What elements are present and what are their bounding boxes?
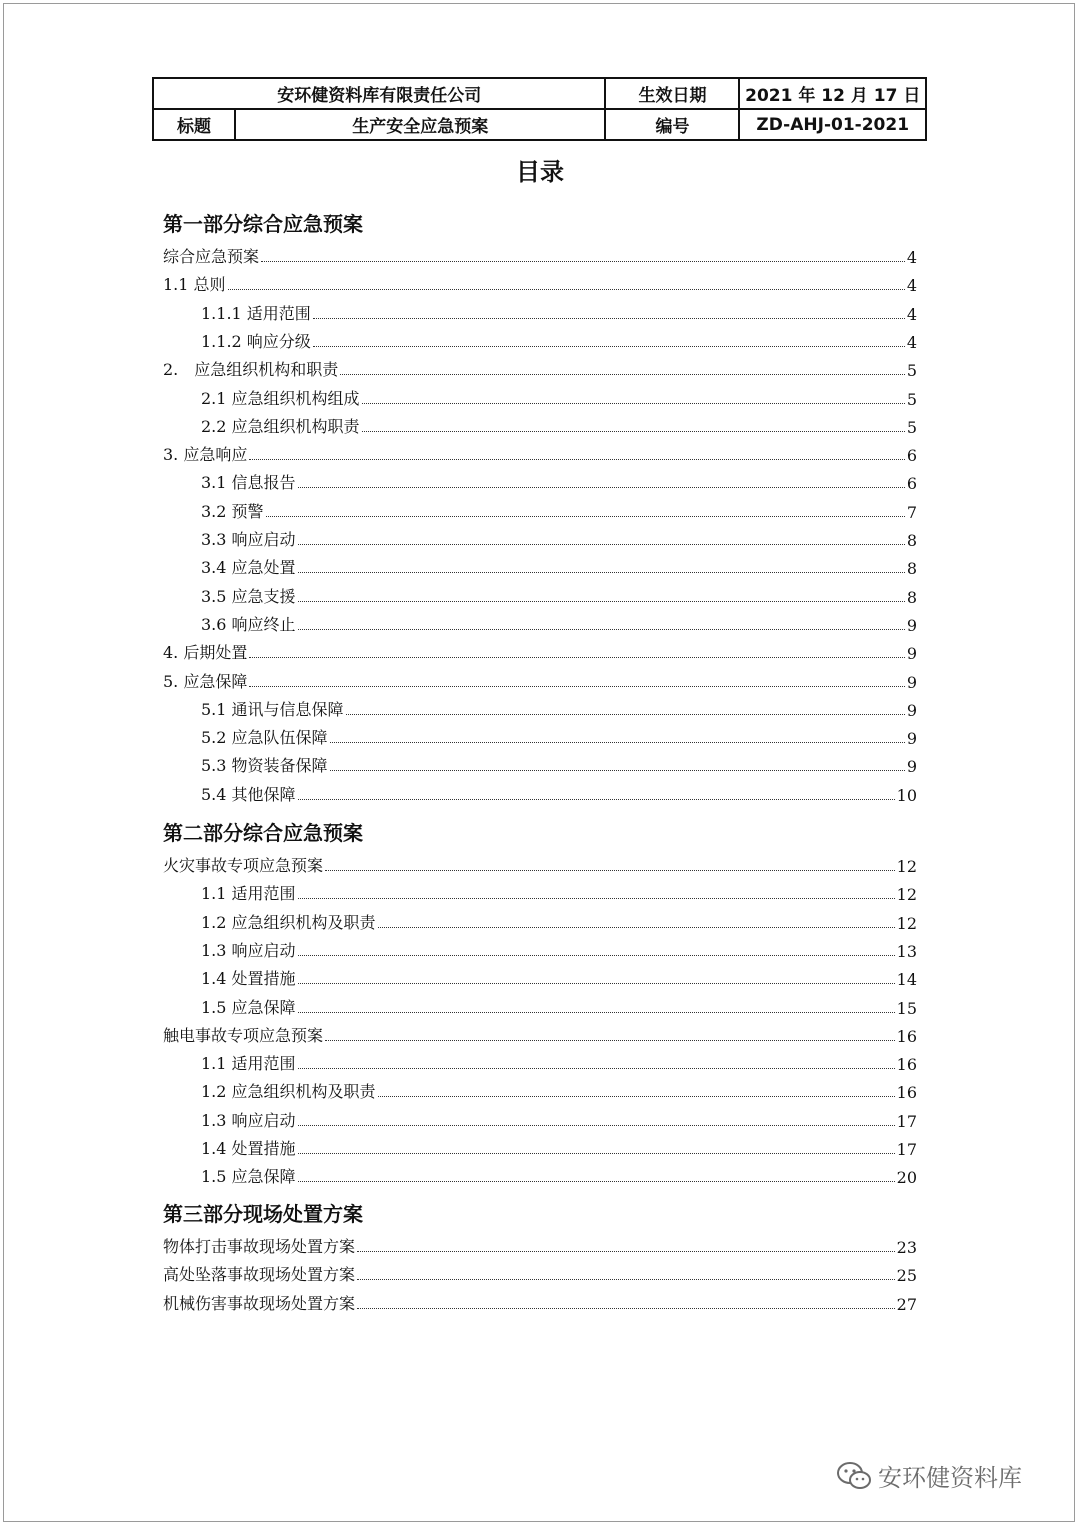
toc-entry-label: 5.2 应急队伍保障 [201,728,328,748]
toc-entry-page-number: 4 [906,304,917,324]
dot-leader [249,686,904,687]
toc-entry[interactable] [201,939,917,961]
dot-leader [298,1012,895,1013]
toc-entry-label: 2. 应急组织机构和职责 [163,360,339,380]
effective-date-label: 生效日期 [605,78,739,109]
toc-entry-page-number: 16 [896,1026,917,1046]
toc-entry-page-number: 9 [906,672,917,692]
dot-leader [298,955,895,956]
toc-entry-label: 3.6 响应终止 [201,614,296,634]
dot-leader [298,799,895,800]
toc-entry-page-number: 17 [896,1111,917,1131]
dot-leader [313,318,905,319]
toc-entry-page-number: 9 [906,700,917,720]
toc-entry-label: 5.1 通讯与信息保障 [201,699,344,719]
dot-leader [249,657,904,658]
toc-entry[interactable] [163,245,917,267]
toc-entry-label: 1.1 适用范围 [201,884,296,904]
toc-entry[interactable] [201,967,917,989]
toc-entry-page-number: 5 [906,389,917,409]
toc-entry[interactable] [163,1263,917,1285]
toc-entry-label: 4. 后期处置 [163,643,248,663]
part-heading: 第一部分综合应急预案 [163,212,363,236]
title-value: 生产安全应急预案 [235,109,605,140]
toc-entry[interactable] [163,443,917,465]
dot-leader [249,459,904,460]
dot-leader [378,927,895,928]
toc-entry[interactable] [201,1109,917,1131]
toc-entry-page-number: 10 [896,785,917,805]
toc-entry-label: 触电事故专项应急预案 [163,1025,324,1045]
dot-leader [357,1251,895,1252]
toc-entry-page-number: 8 [906,531,917,550]
number-label: 编号 [605,109,739,140]
dot-leader [325,1040,895,1041]
toc-entry[interactable] [163,358,917,380]
toc-entry[interactable] [163,1024,917,1046]
toc-entry[interactable] [163,1292,917,1314]
toc-entry[interactable] [201,387,917,409]
toc-entry-page-number: 4 [906,332,917,352]
toc-entry-page-number: 6 [906,446,917,466]
toc-entry-page-number: 13 [896,941,917,961]
dot-leader [266,516,905,517]
dot-leader [346,714,905,715]
company-name: 安环健资料库有限责任公司 [153,78,605,109]
toc-entry-label: 物体打击事故现场处置方案 [163,1237,356,1256]
toc-entry-label: 1.3 响应启动 [201,940,296,960]
toc-entry-label: 1.4 处置措施 [201,1139,296,1158]
toc-entry-page-number: 9 [906,757,917,777]
dot-leader [298,1153,895,1154]
toc-entry-label: 5.4 其他保障 [201,784,296,804]
toc-entry-page-number: 20 [896,1168,917,1188]
toc-entry-label: 3.5 应急支援 [201,586,296,606]
toc-entry-page-number: 12 [896,885,917,905]
toc-entry[interactable] [163,854,917,876]
toc-entry-label: 1.5 应急保障 [201,997,296,1017]
toc-entry[interactable] [201,1080,917,1102]
watermark [836,1458,1022,1493]
dot-leader [362,403,905,404]
toc-entry[interactable] [201,911,917,933]
toc-entry-label: 综合应急预案 [163,247,260,266]
toc-entry-label: 5. 应急保障 [163,671,248,691]
toc-entry-page-number: 12 [896,857,917,876]
toc-entry[interactable] [201,726,917,748]
toc-entry-page-number: 8 [906,559,917,579]
toc-entry-page-number: 9 [906,729,917,749]
toc-entry-page-number: 5 [906,361,917,381]
toc-entry-label: 3.2 预警 [201,501,264,521]
dot-leader [298,1181,895,1182]
toc-entry-label: 2.2 应急组织机构职责 [201,416,360,436]
toc-entry-page-number: 25 [896,1266,917,1286]
toc-entry-page-number: 16 [896,1083,917,1103]
toc-entry-label: 3.1 信息报告 [201,473,296,493]
dot-leader [228,289,905,290]
toc-entry-label: 3.3 响应启动 [201,530,296,549]
toc-entry-page-number: 17 [896,1140,917,1159]
toc-entry-page-number: 12 [896,913,917,933]
toc-entry-page-number: 23 [896,1238,917,1257]
toc-entry-page-number: 7 [906,502,917,522]
dot-leader [298,983,895,984]
toc-entry[interactable] [201,783,917,805]
toc-entry-label: 1.1.1 适用范围 [201,303,311,323]
toc-entry-label: 1.1.2 响应分级 [201,331,311,351]
dot-leader [261,261,905,262]
toc-entry-page-number: 5 [906,417,917,437]
part-heading: 第二部分综合应急预案 [163,821,363,845]
toc-entry-page-number: 9 [906,615,917,635]
toc-entry-page-number: 9 [906,644,917,664]
toc-entry[interactable] [163,1235,917,1257]
toc-title: 目录 [516,158,564,186]
dot-leader [313,346,905,347]
toc-entry[interactable] [163,670,917,692]
toc-entry-label: 1.5 应急保障 [201,1167,296,1187]
toc-entry[interactable] [201,698,917,720]
dot-leader [298,487,905,488]
dot-leader [298,572,905,573]
toc-entry-page-number: 4 [906,276,917,296]
toc-entry[interactable] [201,415,917,437]
toc-entry-label: 火灾事故专项应急预案 [163,856,324,875]
toc-entry-page-number: 14 [896,970,917,990]
number-value: ZD-AHJ-01-2021 [739,109,926,140]
toc-entry-label: 3. 应急响应 [163,445,248,465]
toc-entry-label: 1.1 总则 [163,275,226,295]
toc-entry-label: 3.4 应急处置 [201,558,296,578]
toc-entry[interactable] [201,471,917,493]
dot-leader [298,544,905,545]
toc-entry-label: 5.3 物资装备保障 [201,756,328,776]
toc-entry-label: 1.3 响应启动 [201,1110,296,1130]
toc-entry[interactable] [201,1052,917,1074]
dot-leader [340,374,905,375]
toc-entry[interactable] [163,273,917,295]
toc-entry-page-number: 27 [896,1294,917,1314]
dot-leader [330,742,905,743]
dot-leader [330,770,905,771]
dot-leader [298,1068,895,1069]
toc-entry[interactable] [201,1137,917,1159]
dot-leader [362,431,905,432]
toc-entry-label: 1.2 应急组织机构及职责 [201,1082,376,1102]
toc-entry[interactable] [201,500,917,522]
toc-entry[interactable] [201,556,917,578]
dot-leader [357,1308,895,1309]
effective-date-value: 2021 年 12 月 17 日 [739,78,926,109]
toc-entry[interactable] [201,882,917,904]
toc-entry[interactable] [201,613,917,635]
dot-leader [298,601,905,602]
toc-entry-page-number: 15 [896,998,917,1018]
dot-leader [325,870,895,871]
toc-entry-label: 1.1 适用范围 [201,1054,296,1074]
part-heading: 第三部分现场处置方案 [163,1202,363,1226]
title-label: 标题 [153,109,235,140]
toc-entry-label: 1.2 应急组织机构及职责 [201,912,376,932]
toc-entry-label: 高处坠落事故现场处置方案 [163,1265,356,1285]
toc-entry[interactable] [201,330,917,352]
toc-entry-page-number: 4 [906,248,917,267]
toc-entry[interactable] [201,996,917,1018]
toc-entry[interactable] [201,585,917,607]
toc-entry[interactable] [201,754,917,776]
wechat-icon [836,1461,872,1491]
dot-leader [298,629,905,630]
dot-leader [357,1279,895,1280]
toc-entry-page-number: 16 [896,1055,917,1075]
toc-entry[interactable] [163,641,917,663]
toc-entry-label: 机械伤害事故现场处置方案 [163,1293,356,1313]
toc-entry-page-number: 8 [906,587,917,607]
watermark-text: 安环健资料库 [878,1464,1022,1492]
toc-entry[interactable] [201,302,917,324]
dot-leader [298,898,895,899]
toc-entry[interactable] [201,528,917,550]
toc-entry-label: 1.4 处置措施 [201,969,296,989]
toc-entry-label: 2.1 应急组织机构组成 [201,388,360,408]
toc-entry-page-number: 6 [906,474,917,494]
toc-entry[interactable] [201,1165,917,1187]
dot-leader [298,1125,895,1126]
dot-leader [378,1096,895,1097]
